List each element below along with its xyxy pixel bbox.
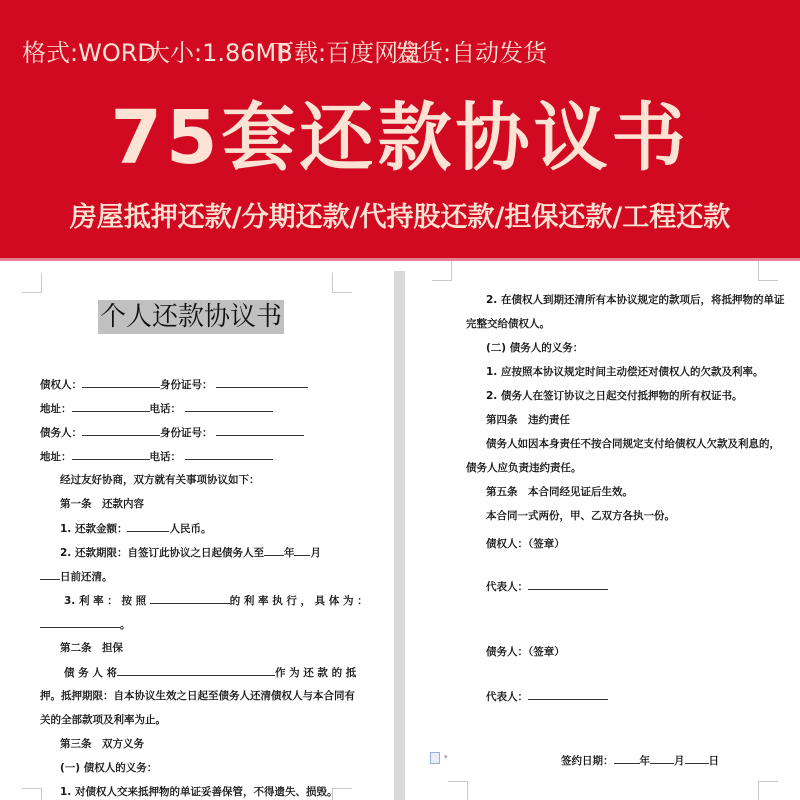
label: 2. 还款期限：自签订此协议之日起债务人至 xyxy=(60,547,264,559)
label: 债务人： xyxy=(40,427,82,439)
article-1-item-1 xyxy=(60,521,211,536)
label: 3. 利 率 ： 按 照 xyxy=(64,595,147,607)
article-1-item-2-cont xyxy=(40,569,113,584)
creditor-address-line xyxy=(40,401,273,416)
page-corner-mark xyxy=(22,788,42,800)
article-3-heading: 第三条 双方义务 xyxy=(60,738,144,750)
blank-field xyxy=(528,689,608,700)
document-preview xyxy=(0,261,800,800)
blank-field xyxy=(72,401,150,412)
blank-field xyxy=(117,665,275,676)
category-list: 房屋抵押还款/分期还款/代持股还款/担保还款/工程还款 xyxy=(69,202,731,233)
page-corner-mark xyxy=(758,781,778,800)
label: 的 利 率 执 行 ， 具 体 为 ： xyxy=(229,595,368,607)
article-2-heading: 第二条 担保 xyxy=(60,642,123,654)
label: 地址： xyxy=(40,403,72,415)
label: 。 xyxy=(120,619,131,631)
article-2-para-2: 押。抵押期限：自本协议生效之日起至债务人还清债权人与本合同有 xyxy=(40,690,355,702)
debtor-representative xyxy=(486,689,608,704)
chevron-down-icon[interactable]: ▾ xyxy=(444,753,448,761)
page-corner-mark xyxy=(432,261,452,281)
blank-field xyxy=(216,425,304,436)
creditor-duties-heading: (一) 债权人的义务： xyxy=(60,762,158,774)
label: 签约日期： xyxy=(561,755,614,767)
creditor-duty-2: 2. 在债权人到期还清所有本协议规定的款项后，将抵押物的单证 xyxy=(486,294,785,306)
label: 电话： xyxy=(149,403,181,415)
blank-field xyxy=(127,521,169,532)
blank-field xyxy=(185,401,273,412)
product-banner xyxy=(0,0,800,260)
creditor-line xyxy=(40,377,308,392)
label: 债 务 人 将 xyxy=(64,667,117,679)
blank-field xyxy=(685,753,709,764)
label: 月 xyxy=(674,755,685,767)
file-paste-icon[interactable] xyxy=(430,752,440,764)
blank-field xyxy=(82,425,160,436)
label: 人民币。 xyxy=(169,523,212,535)
label: 1. 还款金额： xyxy=(60,523,128,535)
meta-size: 大小:1.86MB xyxy=(146,39,293,67)
article-4-heading: 第四条 违约责任 xyxy=(486,414,570,426)
label: 日前还清。 xyxy=(60,571,113,583)
blank-field xyxy=(216,377,308,388)
blank-field xyxy=(40,569,60,580)
label: 日 xyxy=(708,755,719,767)
label: 代表人： xyxy=(486,581,528,593)
debtor-duty-1: 1. 应按照本协议规定时间主动偿还对债权人的欠款及利率。 xyxy=(486,366,764,378)
meta-download: 下载:百度网盘 xyxy=(270,39,423,67)
creditor-duty-2-cont: 完整交给债权人。 xyxy=(466,318,550,330)
intro-text: 经过友好协商，双方就有关事项协议如下： xyxy=(60,474,260,486)
page-corner-mark xyxy=(758,261,778,281)
label: 年 xyxy=(639,755,650,767)
article-5-para-1: 本合同一式两份，甲、乙双方各执一份。 xyxy=(486,510,675,522)
blank-field xyxy=(528,579,608,590)
debtor-address-line xyxy=(40,449,273,464)
article-5-heading: 第五条 本合同经见证后生效。 xyxy=(486,486,633,498)
article-2-para-1 xyxy=(64,665,356,680)
article-1-item-3 xyxy=(64,593,368,608)
meta-delivery: 发货:自动发货 xyxy=(395,39,548,67)
label: 地址： xyxy=(40,451,72,463)
label: 作 为 还 款 的 抵 xyxy=(274,667,357,679)
headline: 75套还款协议书 xyxy=(110,95,690,181)
creditor-representative xyxy=(486,579,608,594)
blank-field xyxy=(294,545,310,556)
article-1-item-3-cont xyxy=(40,617,131,632)
blank-field xyxy=(650,753,674,764)
article-4-para-1: 债务人如因本身责任不按合同规定支付给债权人欠款及利息的， xyxy=(486,438,780,450)
blank-field xyxy=(150,593,230,604)
article-1-heading: 第一条 还款内容 xyxy=(60,498,144,510)
blank-field xyxy=(264,545,284,556)
label: 代表人： xyxy=(486,691,528,703)
page-corner-mark xyxy=(448,781,468,800)
blank-field xyxy=(72,449,150,460)
creditor-signature: 债权人：（签章） xyxy=(486,538,565,550)
debtor-duty-2: 2. 债务人在签订协议之日起交付抵押物的所有权证书。 xyxy=(486,390,743,402)
document-title: 个人还款协议书 xyxy=(100,302,283,332)
article-4-para-2: 债务人应负责违约责任。 xyxy=(466,462,582,474)
meta-format: 格式:WORD xyxy=(22,39,156,67)
blank-field xyxy=(185,449,273,460)
meta-row xyxy=(0,33,800,73)
label: 月 xyxy=(310,547,321,559)
signing-date xyxy=(561,753,719,768)
blank-field xyxy=(40,617,120,628)
blank-field xyxy=(82,377,160,388)
label: 债权人： xyxy=(40,379,82,391)
page-gap xyxy=(394,271,405,800)
label: 身份证号： xyxy=(160,379,213,391)
label: 电话： xyxy=(149,451,181,463)
page-corner-mark xyxy=(332,273,352,293)
debtor-signature: 债务人：（签章） xyxy=(486,646,565,658)
label: 身份证号： xyxy=(160,427,213,439)
debtor-duties-heading: (二) 债务人的义务： xyxy=(486,342,584,354)
debtor-line xyxy=(40,425,304,440)
blank-field xyxy=(614,753,640,764)
article-1-item-2 xyxy=(60,545,321,560)
creditor-duty-1: 1. 对债权人交来抵押物的单证妥善保管，不得遗失、损毁。 xyxy=(60,786,338,798)
page-corner-mark xyxy=(22,273,42,293)
article-2-para-3: 关的全部款项及利率为止。 xyxy=(40,714,166,726)
label: 年 xyxy=(283,547,295,559)
